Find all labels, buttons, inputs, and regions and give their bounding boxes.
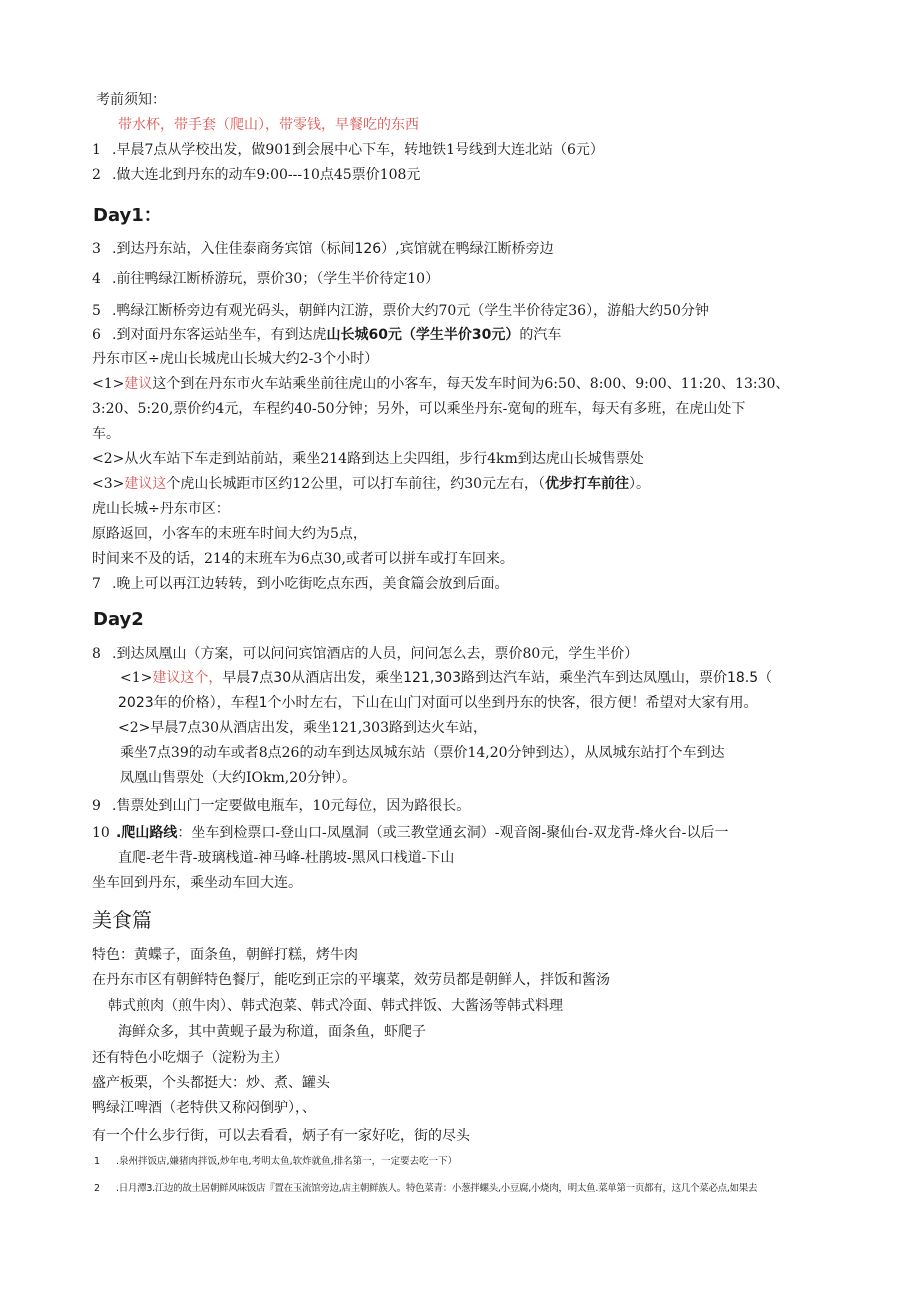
option-1-cont <box>118 693 758 713</box>
food-highlight: 条鱼，虾爬子 <box>342 1024 426 1040</box>
item-text: ,宾馆就在鸭绿江断桥旁边 <box>395 241 554 257</box>
food-text: 子最为称道，面 <box>244 1024 342 1040</box>
food-heading: 美食篇 <box>92 908 152 932</box>
item-number: 7 <box>92 576 101 592</box>
note-text: .日月潭3.江边的故土居朝鲜风味饭店『置在玉流馆旁边,店主朝鲜族人。特色菜青：小葱拌螺头,小豆腐,小烧肉，明太鱼.菜单第一页都有，这几个菜必点,如果去 <box>116 1183 758 1194</box>
item-text: .晚上可以再江边转转，到小吃街吃点东西，美食篇会放到后面。 <box>112 576 509 592</box>
item-number: 1 <box>92 142 101 158</box>
item-text: .售票处到山门一定要做电瓶车，10元每位，因为路很长。 <box>112 798 471 814</box>
hiking-route-cont: 直爬-老牛背-玻璃栈道-神马峰-杜鹃坡-黑风口栈道-下山 <box>118 850 455 866</box>
item-number: 9 <box>92 798 101 814</box>
return-note-2: 时间来不及的话，214的末班车为6点30,或者可以拼车或打车回来。 <box>92 551 514 567</box>
item-text: .鸭绿江断桥旁边有观光码头，朝鲜内江游，票价大约70元（学生半价待定36），游船大约50分钟 <box>112 303 709 319</box>
suggestion-1-cont: 3:20、5:20,票价约4元，车程约40-50分钟；另外，可以乘坐丹东-宽甸的班车，每天有多班，在虎山处下 <box>92 401 746 417</box>
day1-item-4 <box>92 269 439 289</box>
taxi-highlight: 优步打车前往 <box>545 476 630 492</box>
restaurant-note-2 <box>94 1182 757 1196</box>
day2-item-8 <box>92 644 638 664</box>
food-label: 特色： <box>92 947 134 963</box>
day1-heading: Day1： <box>93 205 162 226</box>
notes-item-1 <box>92 140 604 160</box>
notes-title: 考前须知： <box>96 92 166 108</box>
item-number: 2 <box>92 167 101 183</box>
item-text: .到达丹东站，入住 <box>112 241 229 257</box>
food-beer: 鸭绿江啤酒（老特供又称闷倒驴），、 <box>92 1100 316 1116</box>
option-text: 早晨7点30从酒店出发，乘坐121,303路到达汽车站，乘坐汽车到达凤凰山，票价18.5（ <box>222 670 773 686</box>
suggestion-marker: <1> <box>92 376 125 392</box>
option-2: <2>早晨7点30从酒店出发，乘坐121,303路到达火车站， <box>118 720 487 736</box>
suggestion-marker: <3> <box>92 476 125 492</box>
item-text: .早晨7点从学校出发，做901到会展中心下车，转地铁1号线到大连北站（6元） <box>112 142 604 158</box>
item-number: 6 <box>92 327 101 343</box>
item-number: 3 <box>92 241 101 257</box>
option-1 <box>120 668 772 688</box>
food-street: 有一个什么步行街，可以去看看，炳子有一家好吃，街的尽头 <box>92 1128 470 1144</box>
suggestion-text: 这个到在丹东市火车站乘坐前往虎山的小客车，每天发车时间为6:50、8:00、9:00、11:20、13:30、 <box>152 376 790 392</box>
food-text: 海鲜众多，其 <box>118 1024 202 1040</box>
option-text: ，下山在山门对面可以坐到丹东的快客，很方便！希望对大家有用。 <box>337 695 758 711</box>
day2-heading: Day2 <box>93 609 144 630</box>
option-text: 2023年的价格），车程1个小时左右 <box>118 695 338 711</box>
food-highlight: 拌饭和酱汤 <box>540 972 610 988</box>
note-number: 1 <box>94 1156 101 1167</box>
food-specialties <box>92 945 358 965</box>
notes-item-2 <box>92 165 420 185</box>
food-highlight: 中黄蚬 <box>202 1024 244 1040</box>
suggestion-2: <2>从火车站下车走到站前站，乘坐214路到达上尖四组，步行4km到达虎山长城售票处 <box>92 451 644 467</box>
day2-item-10 <box>92 823 728 843</box>
day2-item-9 <box>92 796 470 816</box>
hotel-name: 佳泰商务宾馆（标间126） <box>228 241 396 257</box>
day1-item-6 <box>92 325 561 345</box>
item-text: .做大连北到丹东的动车9:00---10点45票价108元 <box>112 167 421 183</box>
suggestion-text: ）。 <box>629 476 651 492</box>
item-text: 的汽车 <box>519 327 562 343</box>
item-number: 4 <box>92 271 101 287</box>
suggestion-3 <box>92 474 650 494</box>
note-number: 2 <box>94 1183 100 1194</box>
suggestion-1 <box>92 374 789 394</box>
option-marker: <1> <box>120 670 153 686</box>
food-snacks: 还有特色小吃烟子（淀粉为主） <box>92 1050 288 1066</box>
notes-reminder: 带水杯，带手套（爬山），带零钱，早餐吃的东西 <box>118 117 419 133</box>
suggestion-1-end: 车。 <box>92 426 120 442</box>
food-restaurants <box>92 970 610 990</box>
suggestion-text: 个虎山长城距市区约12公里，可以打车前往，约30元左右，（ <box>166 476 546 492</box>
item-text: ：坐车到检票口-登山口-凤凰洞（或三教堂通玄洞）-观音阁-聚仙台-双龙背-烽火台-以后一 <box>177 825 729 841</box>
item-number: 5 <box>92 303 101 319</box>
suggestion-highlight: 建议这 <box>124 476 167 492</box>
food-text: 在丹东市区有朝鲜特色餐厅，能吃到正宗的平壤菜，效劳员都是朝鲜人， <box>92 972 540 988</box>
hiking-route-label: .爬山路线 <box>116 825 178 841</box>
day1-item-7 <box>92 574 508 594</box>
item-text: .前往鸭绿江断桥游玩，票价30；（学生半价待定10） <box>112 271 440 287</box>
item-text: .到达凤凰山（方案，可以问问宾馆酒店的人员，问问怎么去，票价80元，学生半价） <box>112 646 639 662</box>
route-return: 虎山长城÷丹东市区： <box>92 501 230 517</box>
note-text: .泉州拌饭店,嫌猪肉拌饭,炒年电,考明太鱼,软炸就鱼,排名第一，一定要去吃一下） <box>116 1156 458 1167</box>
item-text: .到对面丹东客运站坐车，有到达虎 <box>112 327 327 343</box>
option-2-end: 凤凰山售票处（大约IOkm,20分钟）。 <box>120 770 357 786</box>
restaurant-note-1 <box>94 1155 457 1169</box>
option-2-cont: 乘坐7点39的动车或者8点26的动车到达凤城东站（票价14,20分钟到达），从凤城东站打个车到达 <box>120 745 725 761</box>
food-highlight: 黄蝶子，面条鱼，朝鲜打糕，烤牛肉 <box>134 947 358 963</box>
price-highlight: 山长城60元（学生半价30元） <box>326 327 520 343</box>
day1-item-5 <box>92 301 709 321</box>
return-note-1: 原路返回，小客车的末班车时间大约为5点， <box>92 526 367 542</box>
return-trip: 坐车回到丹东，乘坐动车回大连。 <box>92 875 302 891</box>
item-number: 8 <box>92 646 101 662</box>
food-korean-dishes: 韩式煎肉（煎牛肉）、韩式泡菜、韩式冷面、韩式拌饭、大酱汤等韩式料理 <box>108 998 563 1014</box>
food-seafood <box>118 1022 426 1042</box>
route-to-hushan: 丹东市区÷虎山长城虎山长城大约2-3个小时） <box>92 351 379 367</box>
food-chestnuts: 盛产板栗，个头都挺大：炒、煮、罐头 <box>92 1075 330 1091</box>
day1-item-3 <box>92 239 554 259</box>
item-number: 10 <box>92 825 110 841</box>
option-highlight: 建议这个， <box>152 670 223 686</box>
suggestion-highlight: 建议 <box>124 376 153 392</box>
